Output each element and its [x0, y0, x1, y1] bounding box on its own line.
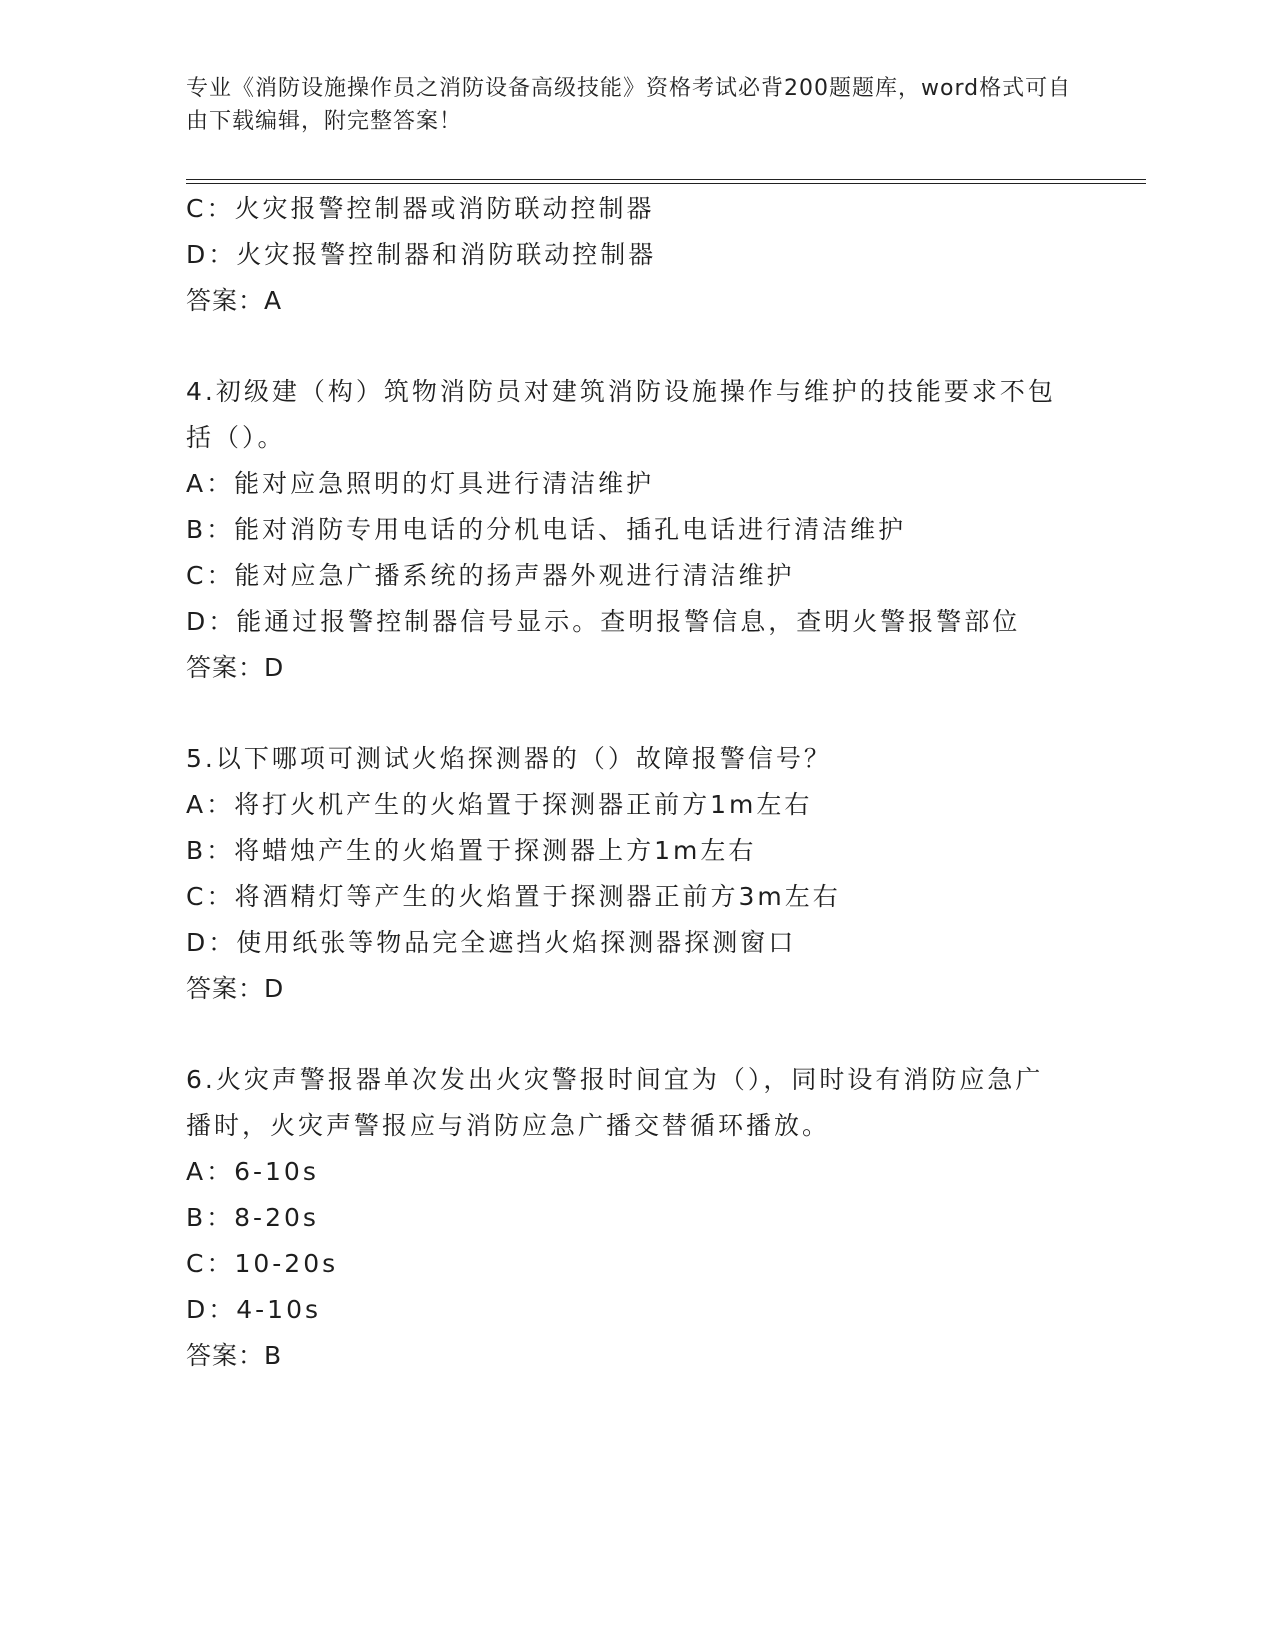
question-6: [186, 1057, 1066, 1379]
question-4: [186, 369, 1066, 691]
option-c: C：将酒精灯等产生的火焰置于探测器正前方3m左右: [186, 882, 841, 911]
option-a: A：6-10s: [186, 1157, 319, 1186]
option-d: D：能通过报警控制器信号显示。查明报警信息，查明火警报警部位: [186, 607, 1021, 636]
option-d: D：火灾报警控制器和消防联动控制器: [186, 240, 657, 269]
option-d: D：使用纸张等物品完全遮挡火焰探测器探测窗口: [186, 928, 797, 957]
question-stem: 5.以下哪项可测试火焰探测器的（）故障报警信号？: [186, 744, 832, 773]
option-c: C：能对应急广播系统的扬声器外观进行清洁维护: [186, 561, 795, 590]
answer: 答案：D: [186, 653, 285, 682]
header-divider-top: [186, 179, 1146, 180]
option-a: A：将打火机产生的火焰置于探测器正前方1m左右: [186, 790, 813, 819]
answer: 答案：B: [186, 1341, 283, 1370]
answer: 答案：D: [186, 974, 285, 1003]
option-b: B：8-20s: [186, 1203, 319, 1232]
question-3-continued: [186, 186, 1066, 324]
option-a: A：能对应急照明的灯具进行清洁维护: [186, 469, 655, 498]
option-c: C：10-20s: [186, 1249, 339, 1278]
question-stem: 6.火灾声警报器单次发出火灾警报时间宜为（），同时设有消防应急广播时，火灾声警报应与消防应急广播交替循环播放。: [186, 1065, 1044, 1140]
question-5: [186, 736, 1066, 1012]
page-header: 专业《消防设施操作员之消防设备高级技能》资格考试必背200题题库，word格式可自由下载编辑，附完整答案！: [186, 76, 1072, 134]
header-divider-bottom: [186, 183, 1146, 184]
option-d: D：4-10s: [186, 1295, 322, 1324]
option-b: B：能对消防专用电话的分机电话、插孔电话进行清洁维护: [186, 515, 907, 544]
question-stem: 4.初级建（构）筑物消防员对建筑消防设施操作与维护的技能要求不包括（）。: [186, 377, 1056, 452]
question-content: [186, 186, 1066, 1379]
answer: 答案：A: [186, 286, 283, 315]
option-c: C：火灾报警控制器或消防联动控制器: [186, 194, 655, 223]
option-b: B：将蜡烛产生的火焰置于探测器上方1m左右: [186, 836, 757, 865]
